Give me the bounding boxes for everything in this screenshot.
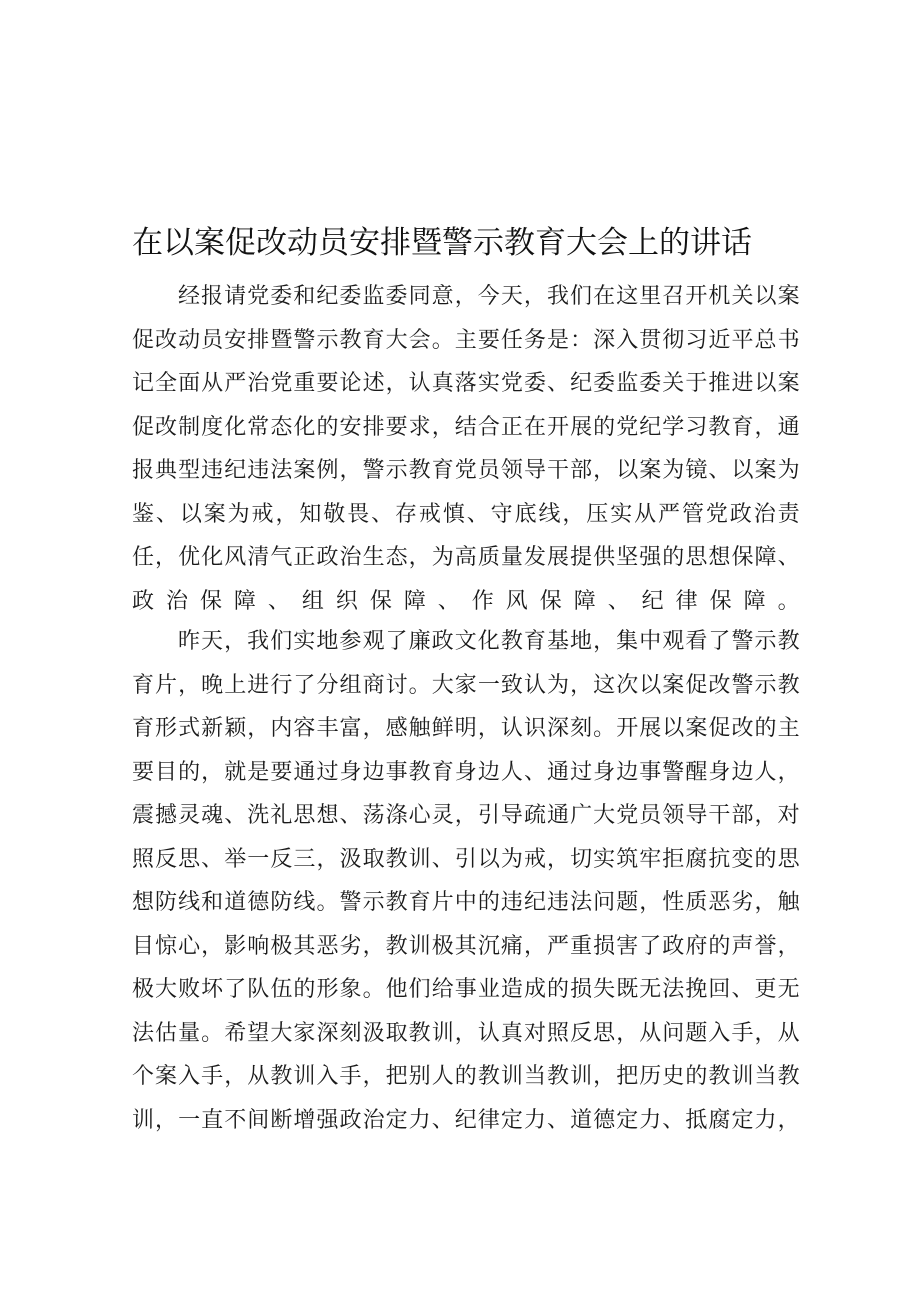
document-title: 在以案促改动员安排暨警示教育大会上的讲话 (132, 225, 752, 261)
paragraph-yesterday-visit: 昨天，我们实地参观了廉政文化教育基地，集中观看了警示教育片，晚上进行了分组商讨。大家一致认为，这次以案促改警示教育形式新颖，内容丰富，感触鲜明，认识深刻。开展以案促改的主要目的，就是要通过身边事教育身边人、通过身边事警醒身边人，震撼灵魂、洗礼思想、荡涤心灵，引导疏通广大党员领导干部，对照反思、举一反三，汲取教训、引以为戒，切实筑牢拒腐抗变的思想防线和道德防线。警示教育片中的违纪违法问题，性质恶劣，触目惊心，影响极其恶劣，教训极其沉痛，严重损害了政府的声誉，极大败坏了队伍的形象。他们给事业造成的损失既无法挽回、更无法估量。希望大家深刻汲取教训，认真对照反思，从问题入手，从个案入手，从教训入手，把别人的教训当教训，把历史的教训当教训，一直不间断增强政治定力、纪律定力、道德定力、抵腐定力， (132, 629, 800, 1133)
paragraph-opening: 经报请党委和纪委监委同意，今天，我们在这里召开机关以案促改动员安排暨警示教育大会。主要任务是：深入贯彻习近平总书记全面从严治党重要论述，认真落实党委、纪委监委关于推进以案促改制度化常态化的安排要求，结合正在开展的党纪学习教育，通报典型违纪违法案例，警示教育党员领导干部，以案为镜、以案为鉴、以案为戒，知敬畏、存戒慎、守底线，压实从严管党政治责任，优化风清气正政治生态，为高质量发展提供坚强的思想保障、政治保障、组织保障、作风保障、纪律保障。 (132, 284, 800, 614)
